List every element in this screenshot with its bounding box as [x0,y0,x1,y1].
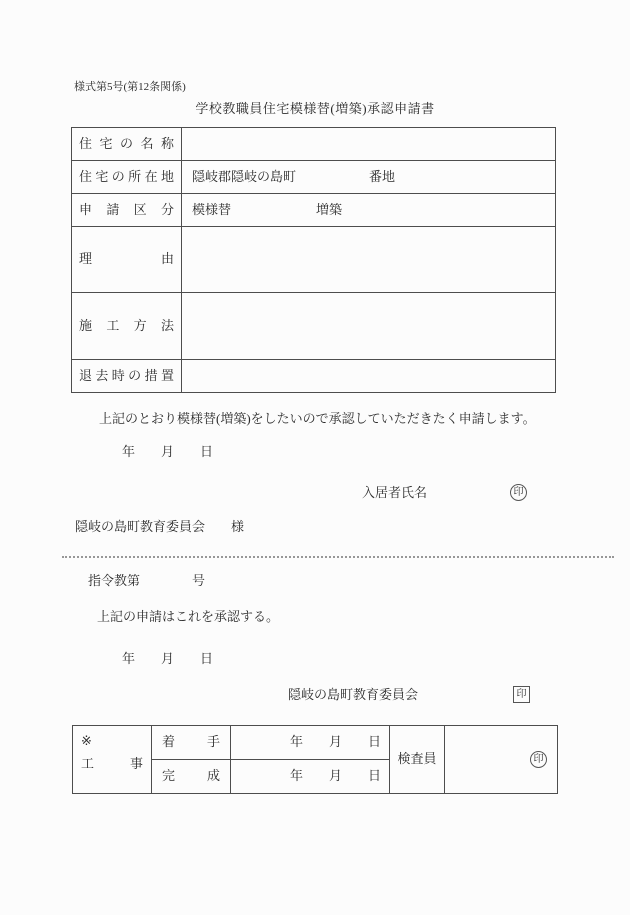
category-option-extension: 増築 [316,201,343,217]
table-row [72,293,556,360]
label-moveout-measures: 退 去 時 の 措 置 [72,360,182,393]
field-housing-location [182,161,556,194]
start-date-cell: 年 月 日 [231,726,390,760]
field-reason [182,227,556,293]
field-construction-method [182,293,556,360]
table-row [72,194,556,227]
field-application-category [182,194,556,227]
section-divider-dotted-line [62,556,614,558]
work-kind-cell [73,726,152,794]
field-housing-name [182,128,556,161]
work-label: 工 事 [81,756,143,772]
directive-number-line: 指令教第 号 [88,573,206,588]
work-inspection-table [72,725,558,794]
complete-date-cell: 年 月 日 [231,760,390,794]
applicant-name-label: 入居者氏名 [362,485,428,500]
application-date-line: 年 月 日 [122,444,214,459]
label-application-category: 申 請 区 分 [72,194,182,227]
approval-date-line: 年 月 日 [122,651,214,666]
table-row [72,128,556,161]
category-option-remodel: 模様替 [192,201,232,217]
start-label-cell: 着 手 [152,726,231,760]
label-housing-location: 住 宅 の 所 在 地 [72,161,182,194]
label-housing-name: 住 宅 の 名 称 [72,128,182,161]
inspector-seal-cell [445,726,558,794]
field-moveout-measures [182,360,556,393]
committee-seal-icon: 印 [513,686,530,703]
location-unit-label: 番地 [369,168,396,184]
complete-label-cell: 完 成 [152,760,231,794]
approval-sentence: 上記の申請はこれを承認する。 [97,609,280,624]
inspector-label-cell: 検査員 [390,726,445,794]
table-row [72,161,556,194]
committee-name: 隠岐の島町教育委員会 [288,687,419,702]
application-table [71,127,556,393]
label-construction-method: 施 工 方 法 [72,293,182,360]
form-number-note: 様式第5号(第12条関係) [74,81,186,93]
inspector-seal-icon: 印 [530,751,547,768]
addressee-line: 隠岐の島町教育委員会 様 [75,519,245,534]
request-sentence: 上記のとおり模様替(増築)をしたいので承認していただきたく申請します。 [99,411,536,426]
table-row [72,360,556,393]
note-mark: ※ [81,733,92,748]
location-prefill: 隠岐郡隠岐の島町 [192,168,297,184]
form-title: 学校教職員住宅模様替(増築)承認申請書 [195,101,435,116]
label-reason: 理 由 [72,227,182,293]
applicant-seal-icon: 印 [510,484,527,501]
table-row [72,227,556,293]
table-row [73,726,558,760]
